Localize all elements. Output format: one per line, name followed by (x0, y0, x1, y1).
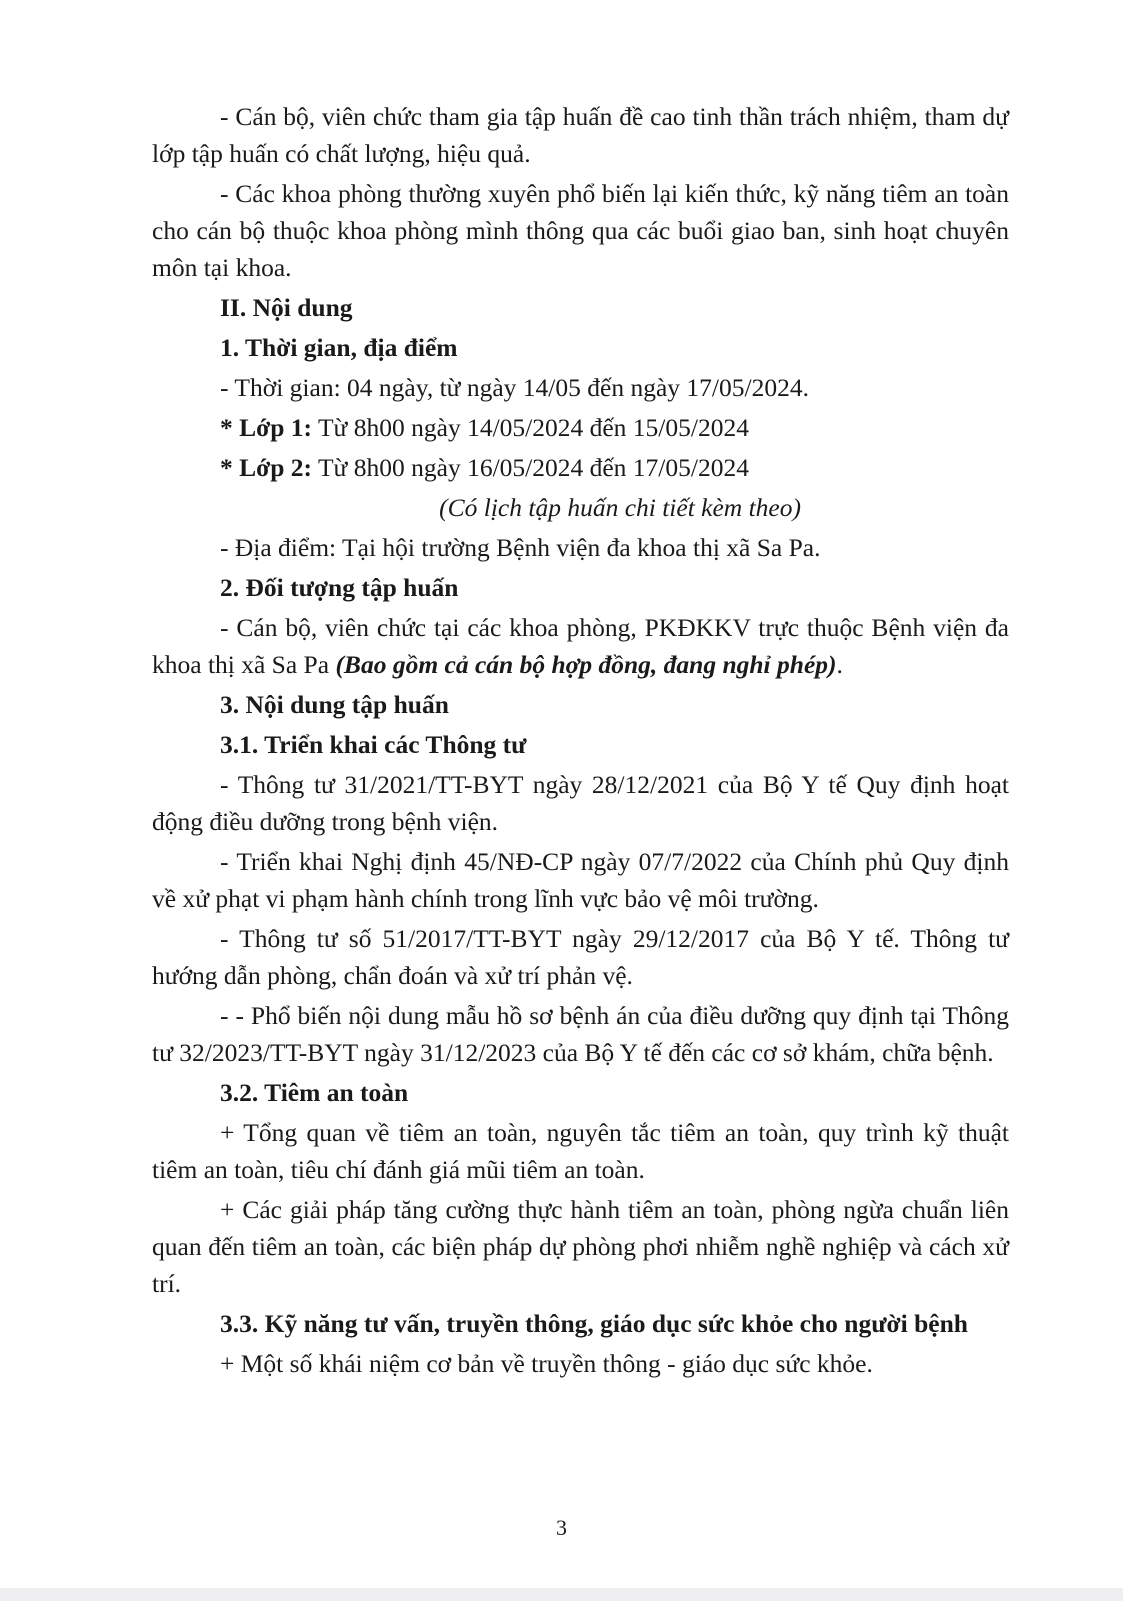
doi-tuong-text: - Cán bộ, viên chức tại các khoa phòng, PKĐKKV trực thuộc Bệnh viện đa khoa thị xã Sa Pa (152, 613, 1009, 679)
heading-noi-dung-tap-huan: 3. Nội dung tập huấn (220, 690, 449, 719)
heading-noi-dung: II. Nội dung (220, 293, 353, 322)
paragraph-truyen-thong: + Một số khái niệm cơ bản về truyền thông - giáo dục sức khỏe. (220, 1349, 873, 1378)
paragraph-tt31: - Thông tư 31/2021/TT-BYT ngày 28/12/2021 của Bộ Y tế Quy định hoạt động điều dưỡng trong bệnh viện. (152, 770, 1009, 836)
heading-3-2: 3.2. Tiêm an toàn (220, 1078, 409, 1107)
heading-thoi-gian-dia-diem: 1. Thời gian, địa điểm (220, 333, 458, 362)
lop-1-text: Từ 8h00 ngày 14/05/2024 đến 15/05/2024 (312, 413, 749, 442)
paragraph-dia-diem: - Địa điểm: Tại hội trường Bệnh viện đa khoa thị xã Sa Pa. (220, 533, 821, 562)
paragraph-doi-tuong (152, 609, 1009, 683)
lop-2-label: * Lớp 2: (220, 453, 313, 482)
paragraph-tiem-1: + Tổng quan về tiêm an toàn, nguyên tắc tiêm an toàn, quy trình kỹ thuật tiêm an toàn, tiêu chí đánh giá mũi tiêm an toàn. (152, 1118, 1009, 1184)
lop-2-text: Từ 8h00 ngày 16/05/2024 đến 17/05/2024 (312, 453, 749, 482)
doi-tuong-end: . (836, 650, 843, 679)
paragraph-nd45: - Triển khai Nghị định 45/NĐ-CP ngày 07/7/2022 của Chính phủ Quy định về xử phạt vi phạm hành chính trong lĩnh vực bảo vệ môi trường. (152, 847, 1009, 913)
paragraph-participation: - Cán bộ, viên chức tham gia tập huấn đề cao tinh thần trách nhiệm, tham dự lớp tập huấn có chất lượng, hiệu quả. (152, 102, 1009, 168)
paragraph-tiem-2: + Các giải pháp tăng cường thực hành tiêm an toàn, phòng ngừa chuẩn liên quan đến tiêm an toàn, các biện pháp dự phòng phơi nhiễm nghề nghiệp và cách xử trí. (152, 1195, 1009, 1298)
document-body (152, 98, 1009, 1385)
bottom-bar (0, 1588, 1123, 1601)
lop-1-label: * Lớp 1: (220, 413, 313, 442)
doi-tuong-emphasis: (Bao gồm cả cán bộ hợp đồng, đang nghỉ phép) (335, 650, 837, 679)
paragraph-tt51: - Thông tư số 51/2017/TT-BYT ngày 29/12/2017 của Bộ Y tế. Thông tư hướng dẫn phòng, chẩn đoán và xử trí phản vệ. (152, 924, 1009, 990)
page-number: 3 (556, 1515, 567, 1540)
heading-3-3: 3.3. Kỹ năng tư vấn, truyền thông, giáo dục sức khỏe cho người bệnh (220, 1309, 968, 1338)
paragraph-thoi-gian: - Thời gian: 04 ngày, từ ngày 14/05 đến ngày 17/05/2024. (220, 373, 809, 402)
paragraph-dissemination: - Các khoa phòng thường xuyên phổ biến lại kiến thức, kỹ năng tiêm an toàn cho cán bộ thuộc khoa phòng mình thông qua các buổi giao ban, sinh hoạt chuyên môn tại khoa. (152, 179, 1009, 282)
heading-doi-tuong: 2. Đối tượng tập huấn (220, 573, 459, 602)
schedule-note: (Có lịch tập huấn chi tiết kèm theo) (439, 493, 801, 522)
paragraph-lop-1 (152, 409, 1009, 446)
heading-3-1: 3.1. Triển khai các Thông tư (220, 730, 527, 759)
paragraph-lop-2 (152, 449, 1009, 486)
paragraph-tt32: - - Phổ biến nội dung mẫu hồ sơ bệnh án của điều dưỡng quy định tại Thông tư 32/2023/TT-BYT ngày 31/12/2023 của Bộ Y tế đến các cơ sở khám, chữa bệnh. (152, 1001, 1009, 1067)
